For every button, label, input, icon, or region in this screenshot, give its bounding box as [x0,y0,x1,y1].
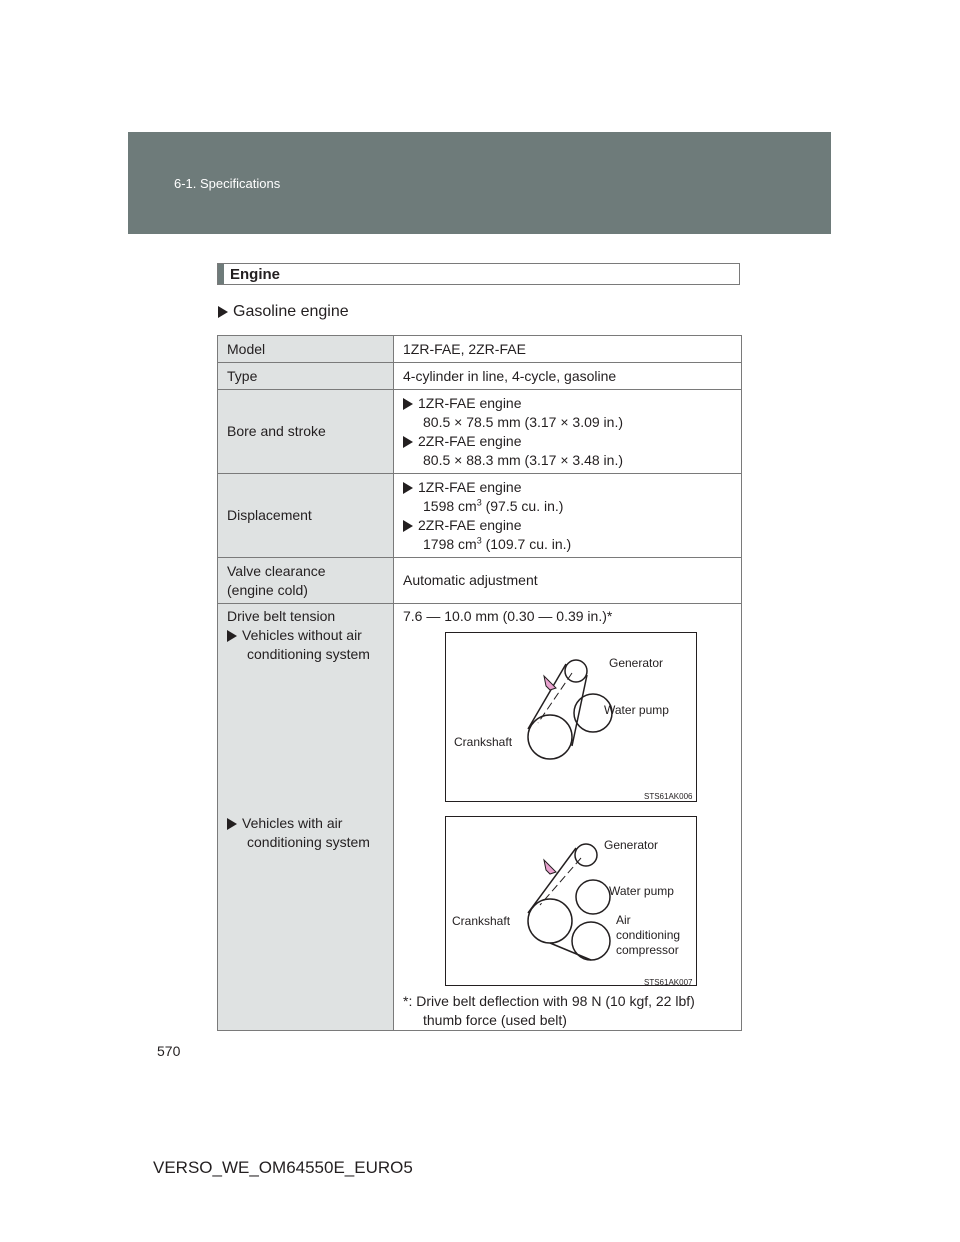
belt-case1-line2: conditioning system [247,646,370,662]
valve-label-line1: Valve clearance [227,562,326,579]
triangle-bullet-icon [227,818,237,830]
figure-code: STS61AK006 [644,792,693,801]
bore-value [394,390,742,474]
displacement-value [394,474,742,558]
ac-label-line1: Air [616,913,631,927]
belt-case2-line2: conditioning system [247,834,370,850]
belt-case1-line1: Vehicles without air [242,627,362,643]
displacement-item2-imperial: (109.7 cu. in.) [481,535,572,552]
page-number: 570 [157,1043,181,1059]
section-header [128,132,831,234]
ac-compressor-label [616,913,680,958]
belt-tension-value: 7.6 — 10.0 mm (0.30 — 0.39 in.)* [403,608,613,624]
crankshaft-label: Crankshaft [452,914,511,928]
model-value: 1ZR-FAE, 2ZR-FAE [394,336,742,363]
displacement-item2-number: 1798 cm [423,535,477,552]
belt-footnote [403,992,732,1030]
triangle-bullet-icon [218,306,228,318]
model-label: Model [218,336,394,363]
crankshaft-pulley [528,899,572,943]
displacement-item1-exponent: 3 [476,496,482,507]
displacement-item1-number: 1598 cm [423,497,477,514]
triangle-bullet-icon [403,520,413,532]
footnote-line2: thumb force (used belt) [423,1012,567,1028]
displacement-item2-value [403,535,732,554]
belt-segment [528,848,576,913]
document-id: VERSO_WE_OM64550E_EURO5 [153,1158,413,1177]
belt-segment [528,664,566,729]
type-label: Type [218,363,394,390]
table-row-displacement [218,474,742,558]
bore-item1-value: 80.5 × 78.5 mm (3.17 × 3.09 in.) [423,413,624,430]
water-pump-pulley [576,880,610,914]
figure-code: STS61AK007 [644,978,693,987]
pink-arrow-icon [544,860,556,874]
engine-spec-table [217,335,742,1031]
belt-diagram-with-ac [445,816,697,986]
triangle-bullet-icon [227,630,237,642]
bore-item1-title: 1ZR-FAE engine [418,394,522,411]
triangle-bullet-icon [403,482,413,494]
subhead-text: Gasoline engine [233,303,349,320]
type-value: 4-cylinder in line, 4-cycle, gasoline [394,363,742,390]
belt-case2 [227,814,384,833]
valve-label [218,558,394,604]
generator-label: Generator [604,838,659,852]
displacement-item1-value [403,497,732,516]
displacement-item1-imperial: (97.5 cu. in.) [481,497,564,514]
bore-item2-title: 2ZR-FAE engine [418,432,522,449]
belt-value-cell [394,604,742,1031]
bore-item2-value: 80.5 × 88.3 mm (3.17 × 3.48 in.) [423,451,624,468]
ac-label-line2: conditioning [616,928,681,942]
bore-label: Bore and stroke [218,390,394,474]
belt-diagram-without-ac [445,632,697,802]
table-row-belt [218,604,742,1031]
displacement-item2-exponent: 3 [476,534,482,545]
crankshaft-pulley [528,715,572,759]
displacement-label: Displacement [218,474,394,558]
table-row-bore [218,390,742,474]
generator-pulley [575,844,597,866]
belt-diagram-with-ac-svg [446,817,696,985]
displacement-item2-title: 2ZR-FAE engine [418,516,522,533]
water-pump-label: Water pump [609,884,674,898]
section-title: 6-1. Specifications [174,176,281,191]
water-pump-label: Water pump [604,703,669,717]
belt-label: Drive belt tension [227,608,336,624]
footnote-line1: *: Drive belt deflection with 98 N (10 kgf, 22 lbf) [403,993,695,1009]
belt-case2-line1: Vehicles with air [242,815,343,831]
engine-title: Engine [230,266,281,283]
gasoline-engine-subhead [218,303,349,321]
table-row-valve [218,558,742,604]
heading-accent [218,264,224,284]
table-row-type [218,363,742,390]
valve-label-line2: (engine cold) [227,581,308,598]
generator-label: Generator [609,656,664,670]
engine-heading [217,263,740,285]
triangle-bullet-icon [403,436,413,448]
belt-label-cell [218,604,394,1031]
valve-value: Automatic adjustment [394,558,742,604]
crankshaft-label: Crankshaft [454,735,513,749]
belt-case1 [227,626,384,645]
belt-segment [550,943,591,960]
displacement-item1-title: 1ZR-FAE engine [418,478,522,495]
table-row-model [218,336,742,363]
ac-label-line3: compressor [616,943,679,957]
triangle-bullet-icon [403,398,413,410]
